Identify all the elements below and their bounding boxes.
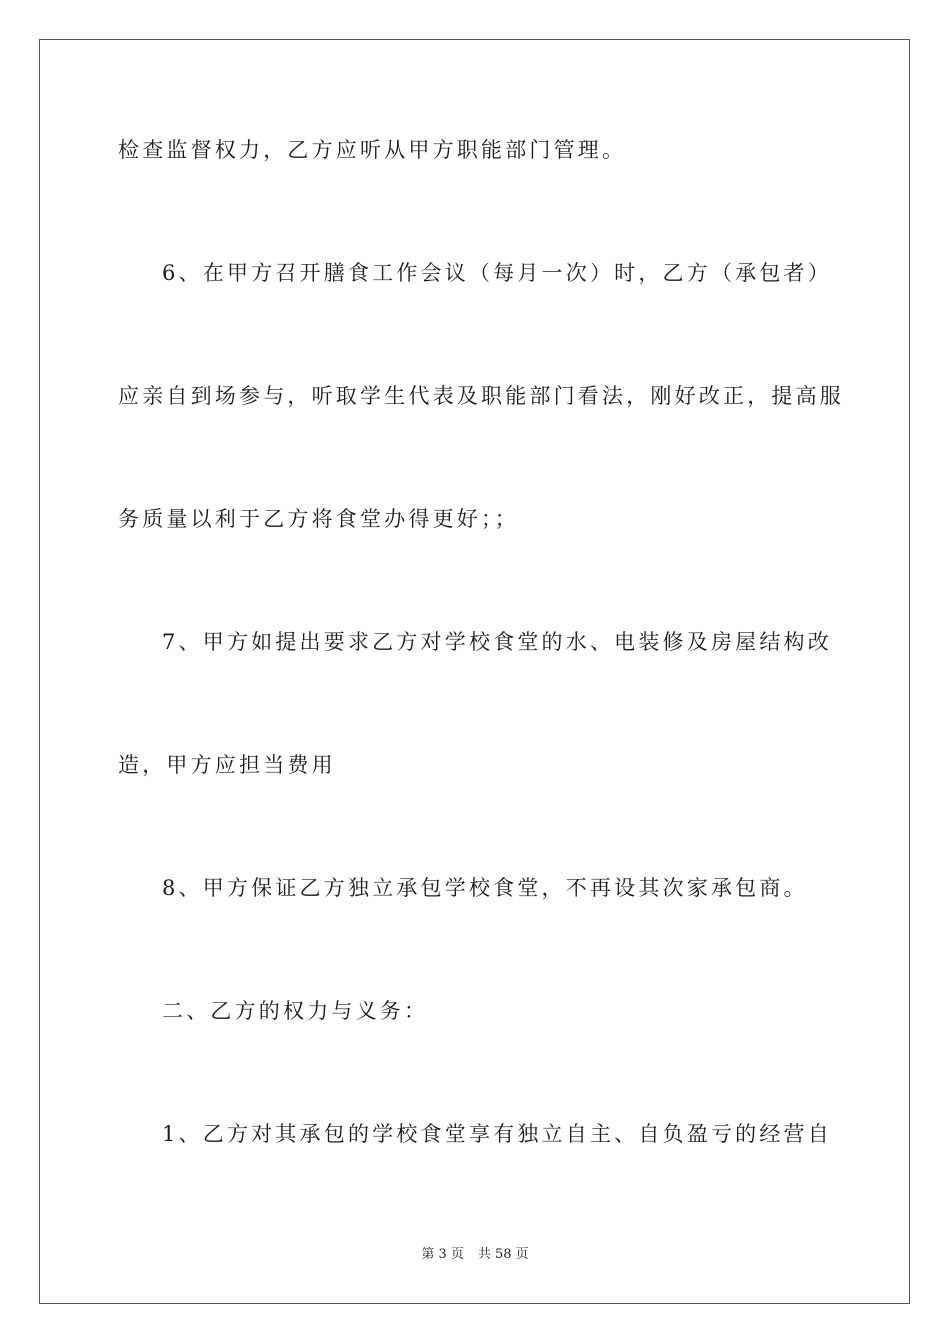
text-line-4: 务质量以利于乙方将食堂办得更好；；	[118, 507, 519, 531]
text-line-7: 8、甲方保证乙方独立承包学校食堂，不再设其次家承包商。	[162, 876, 808, 900]
text-line-5: 7、甲方如提出要求乙方对学校食堂的水、电装修及房屋结构改	[162, 630, 832, 654]
text-line-3: 应亲自到场参与，听取学生代表及职能部门看法，刚好改正，提高服	[118, 384, 844, 408]
text-line-1: 检查监督权力，乙方应听从甲方职能部门管理。	[118, 138, 627, 162]
page-total: 共 58 页	[477, 1247, 529, 1262]
text-line-9: 1、乙方对其承包的学校食堂享有独立自主、自负盈亏的经营自	[162, 1122, 832, 1146]
page-number: 第 3 页	[421, 1247, 464, 1262]
text-line-8: 二、乙方的权力与义务：	[162, 999, 429, 1023]
page-border	[39, 39, 910, 1304]
text-line-2: 6、在甲方召开膳食工作会议（每月一次）时，乙方（承包者）	[162, 261, 832, 285]
page-footer	[0, 1246, 950, 1264]
text-line-6: 造，甲方应担当费用	[118, 753, 336, 777]
